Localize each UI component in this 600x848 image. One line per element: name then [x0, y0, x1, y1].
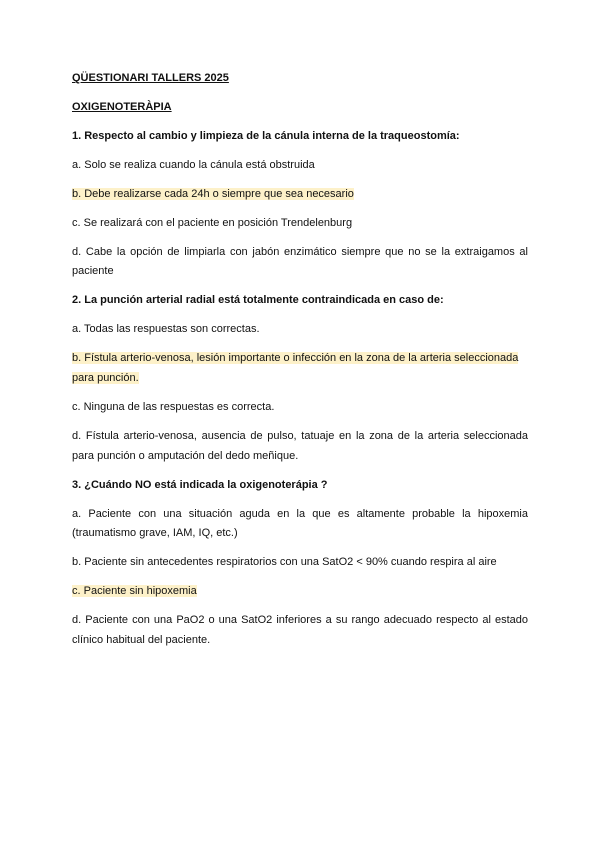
- q1-option-c: c. Se realizará con el paciente en posición Trendelenburg: [72, 217, 353, 229]
- q2-option-d-line2: para punción o amputación del dedo meñique.: [72, 450, 299, 462]
- q2-option-d-line1: d. Fístula arterio-venosa, ausencia de pulso, tatuaje en la zona de la arteria seleccionada: [72, 430, 528, 442]
- q1-option-b: [72, 185, 528, 204]
- document-title: QÜESTIONARI TALLERS 2025: [72, 72, 229, 84]
- q3-option-a-line2: (traumatismo grave, IAM, IQ, etc.): [72, 527, 238, 539]
- q3-option-c: [72, 582, 528, 601]
- q1-option-a: a. Solo se realiza cuando la cánula está obstruida: [72, 159, 315, 171]
- section-heading: OXIGENOTERÀPIA: [72, 101, 172, 113]
- q3-option-a-line1: a. Paciente con una situación aguda en la que es altamente probable la hipoxemia: [72, 508, 528, 520]
- question-1: 1. Respecto al cambio y limpieza de la cánula interna de la traqueostomía:: [72, 130, 460, 142]
- q1-option-b-highlight: b. Debe realizarse cada 24h o siempre que sea necesario: [72, 188, 354, 200]
- q2-option-b-line1: [72, 349, 528, 368]
- q3-option-d-line2: clínico habitual del paciente.: [72, 634, 211, 646]
- question-3: 3. ¿Cuándo NO está indicada la oxigenoterápia ?: [72, 479, 328, 491]
- q2-option-c: c. Ninguna de las respuestas es correcta.: [72, 401, 275, 413]
- question-2: 2. La punción arterial radial está totalmente contraindicada en caso de:: [72, 294, 444, 306]
- q3-option-d-line1: d. Paciente con una PaO2 o una SatO2 inferiores a su rango adecuado respecto al estado: [72, 614, 528, 626]
- q2-option-a: a. Todas las respuestas son correctas.: [72, 323, 260, 335]
- q2-option-b-highlight-1: b. Fístula arterio-venosa, lesión importante o infección en la zona de la arteria seleccionada: [72, 352, 519, 364]
- q3-option-b: b. Paciente sin antecedentes respiratorios con una SatO2 < 90% cuando respira al aire: [72, 556, 497, 568]
- q2-option-b-highlight-2: para punción.: [72, 372, 139, 384]
- q1-option-d-line2: paciente: [72, 265, 114, 277]
- q3-option-c-highlight: c. Paciente sin hipoxemia: [72, 585, 197, 597]
- q2-option-b-line2: [72, 369, 528, 388]
- q1-option-d-line1: d. Cabe la opción de limpiarla con jabón enzimático siempre que no se la extraigamos al: [72, 246, 528, 258]
